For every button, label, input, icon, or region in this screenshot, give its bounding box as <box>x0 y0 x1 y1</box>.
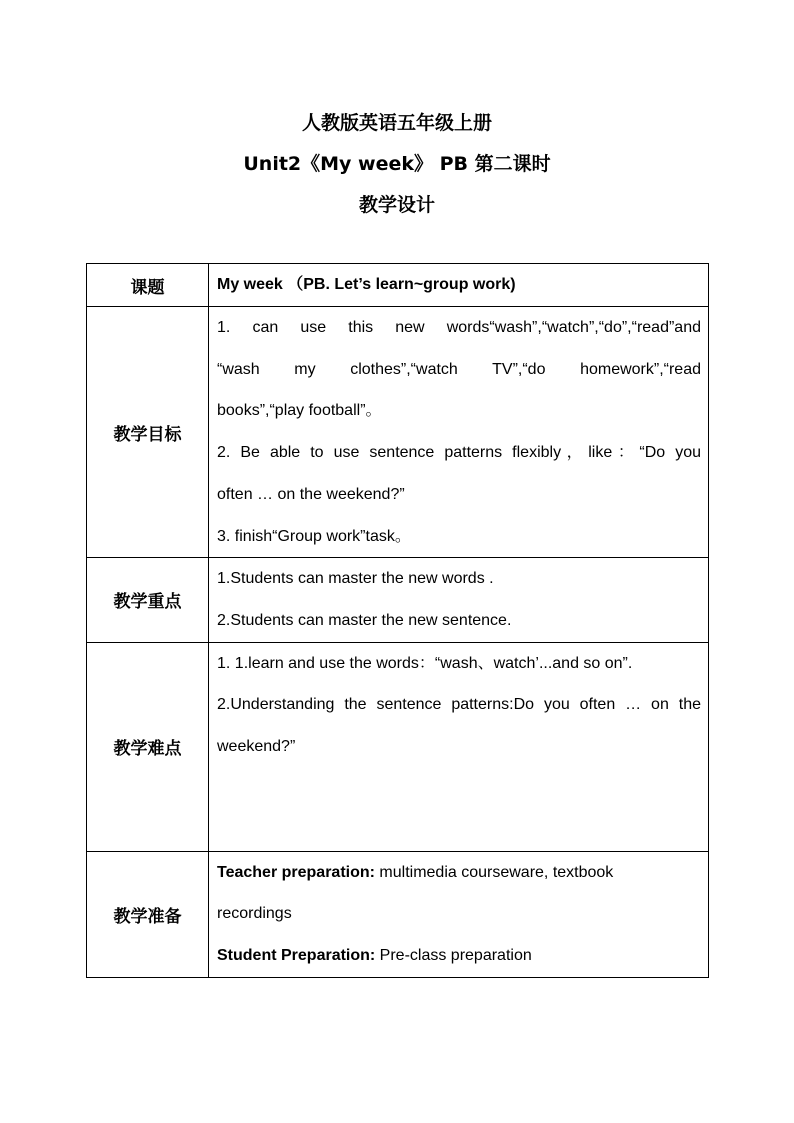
student-preparation <box>217 935 701 977</box>
difficulties-line: 2.Understanding the sentence patterns:Do you often … on the <box>217 696 701 714</box>
topic-value <box>209 264 709 307</box>
teacher-preparation-continued: recordings <box>217 905 292 923</box>
topic-label: 课题 <box>87 264 209 307</box>
objectives-line: “wash my clothes”,“watch TV”,“do homework”,“read <box>217 360 701 378</box>
document-type-heading: 教学设计 <box>358 194 435 216</box>
key-points-line: 2.Students can master the new sentence. <box>217 611 512 629</box>
key-points-content <box>209 558 709 642</box>
lesson-plan-table <box>86 263 709 978</box>
objectives-content <box>209 307 709 558</box>
teacher-preparation-value: multimedia courseware, textbook <box>374 863 614 881</box>
topic-text: My week （PB. Let’s learn~group work) <box>217 276 516 294</box>
table-row-preparation <box>87 851 709 977</box>
preparation-label: 教学准备 <box>87 851 209 977</box>
objectives-line: often … on the weekend?” <box>217 485 405 503</box>
objectives-label: 教学目标 <box>87 307 209 558</box>
difficulties-line: weekend?” <box>217 738 296 756</box>
student-preparation-label: Student Preparation: <box>217 947 376 965</box>
key-points-line: 1.Students can master the new words . <box>217 570 494 588</box>
document-subtitle: Unit2《My week》 PB 第二课时 <box>243 153 551 175</box>
table-row-difficulties <box>87 642 709 851</box>
objectives-line: 3. finish“Group work”task。 <box>217 527 411 545</box>
teacher-preparation-label: Teacher preparation: <box>217 863 375 881</box>
difficulties-label: 教学难点 <box>87 642 209 851</box>
difficulties-content <box>209 642 709 851</box>
table-row-topic <box>87 264 709 307</box>
preparation-content <box>209 851 709 977</box>
key-points-label: 教学重点 <box>87 558 209 642</box>
student-preparation-value: Pre-class preparation <box>375 947 532 965</box>
objectives-line: books”,“play football”。 <box>217 402 382 420</box>
table-row-key-points <box>87 558 709 642</box>
objectives-line: 1. can use this new words“wash”,“watch”,“do”,“read”and <box>217 319 701 336</box>
table-row-objectives <box>87 307 709 558</box>
objectives-line: 2. Be able to use sentence patterns flexibly，like：“Do you <box>217 444 701 462</box>
teacher-preparation <box>217 852 701 894</box>
document-title: 人教版英语五年级上册 <box>301 112 492 134</box>
difficulties-line: 1. 1.learn and use the words：“wash、watch’...and so on”. <box>217 654 633 672</box>
